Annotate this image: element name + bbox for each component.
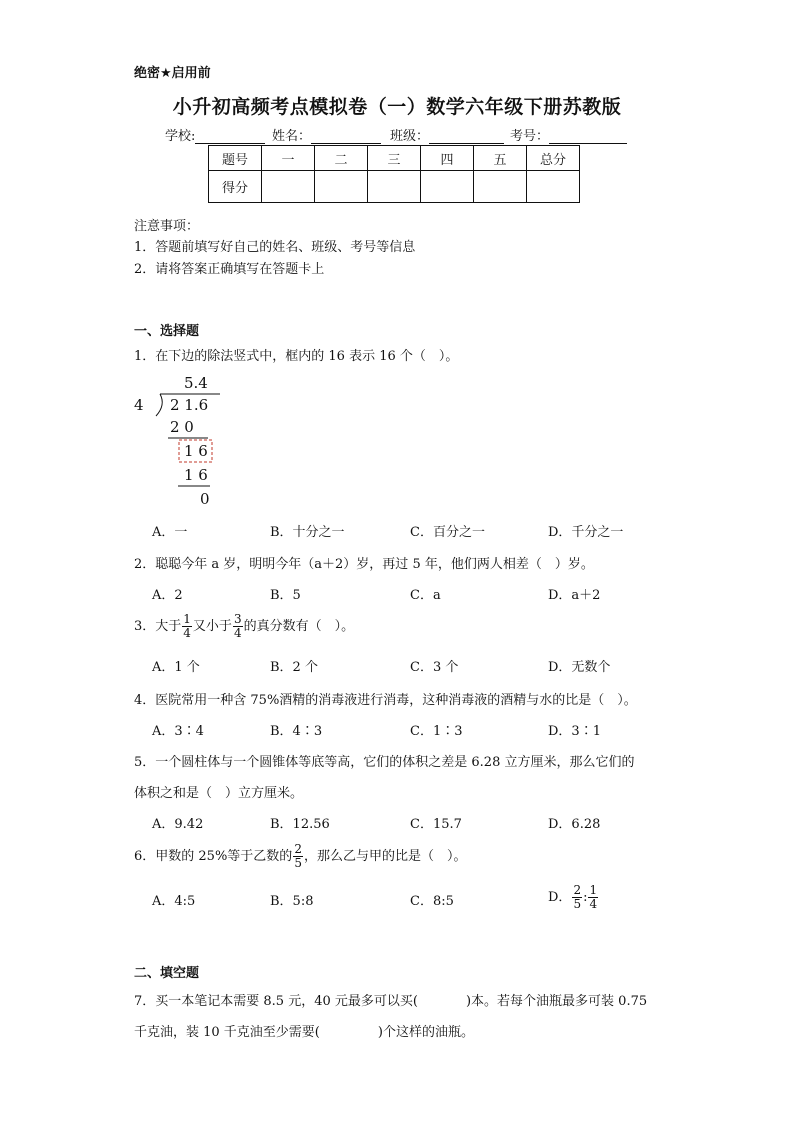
- option-d[interactable]: D．6.28: [548, 817, 601, 832]
- option-b[interactable]: B．5: [270, 588, 301, 603]
- quotient: 5.4: [184, 374, 208, 392]
- option-b[interactable]: B．十分之一: [270, 525, 345, 540]
- question-7-line2: 千克油，装 10 千克油至少需要( )个这样的油瓶。: [134, 1025, 474, 1040]
- option-a[interactable]: A．2: [152, 588, 183, 603]
- option-a[interactable]: A．3∶4: [152, 724, 204, 739]
- division-step-boxed: 1 6: [184, 442, 208, 460]
- score-cell[interactable]: [262, 171, 315, 203]
- option-c[interactable]: C．3 个: [410, 660, 459, 675]
- fraction: $\frac{1}{4}$: [589, 883, 598, 911]
- option-c[interactable]: C．1∶3: [410, 724, 463, 739]
- option-c[interactable]: C．a: [410, 588, 441, 603]
- option-b[interactable]: B．2 个: [270, 660, 318, 675]
- fraction: $\frac{2}{5}$: [294, 842, 302, 870]
- score-header: 五: [474, 146, 527, 171]
- option-a[interactable]: A．一: [152, 525, 188, 540]
- question-6: 6．甲数的 25%等于乙数的 $\frac{2}{5}$ ，那么乙与甲的比是（ ）。: [134, 842, 467, 870]
- option-a[interactable]: A．1 个: [152, 660, 200, 675]
- page-title: 小升初高频考点模拟卷（一）数学六年级下册苏教版: [172, 96, 622, 118]
- option-b[interactable]: B．12.56: [270, 817, 330, 832]
- score-header: 一: [262, 146, 315, 171]
- name-field: 姓名：: [272, 125, 381, 144]
- question-1: 1．在下边的除法竖式中，框内的 16 表示 16 个（ ）。: [134, 349, 459, 364]
- score-table: [208, 145, 580, 203]
- notes-item: 2．请将答案正确填写在答题卡上: [134, 262, 325, 277]
- dividend: 2 1.6: [170, 396, 209, 414]
- option-c[interactable]: C．百分之一: [410, 525, 485, 540]
- question-5: 5．一个圆柱体与一个圆锥体等底等高，它们的体积之差是 6.28 立方厘米，那么它们的: [134, 755, 635, 770]
- division-step: 1 6: [184, 466, 208, 484]
- score-cell[interactable]: [368, 171, 421, 203]
- question-2: 2．聪聪今年 a 岁，明明今年（a＋2）岁，再过 5 年，他们两人相差（ ）岁。: [134, 557, 594, 572]
- score-row-label: 得分: [209, 171, 262, 203]
- score-header: 四: [421, 146, 474, 171]
- section-title: 一、选择题: [134, 324, 200, 339]
- option-d[interactable]: D．a＋2: [548, 588, 601, 603]
- score-cell[interactable]: [315, 171, 368, 203]
- question-4: 4．医院常用一种含 75%酒精的消毒液进行消毒，这种消毒液的酒精与水的比是（ ）。: [134, 693, 637, 708]
- score-header: 总分: [527, 146, 580, 171]
- question-3: 3．大于 $\frac{1}{4}$ 又小于 $\frac{3}{4}$ 的真分数有（ ）。: [134, 612, 355, 640]
- long-division: [130, 370, 240, 510]
- option-d[interactable]: D．无数个: [548, 660, 611, 675]
- score-header: 题号: [209, 146, 262, 171]
- fraction: $\frac{3}{4}$: [233, 612, 242, 640]
- fraction: $\frac{1}{4}$: [183, 612, 191, 640]
- option-b[interactable]: B．4∶3: [270, 724, 323, 739]
- score-cell[interactable]: [527, 171, 580, 203]
- fraction: $\frac{2}{5}$: [573, 883, 582, 911]
- option-d[interactable]: D．千分之一: [548, 525, 624, 540]
- exam-number-field: 考号：: [510, 125, 627, 144]
- confidential-label: 绝密★启用前: [134, 66, 211, 81]
- score-header: 三: [368, 146, 421, 171]
- option-b[interactable]: B．5:8: [270, 894, 314, 909]
- option-c[interactable]: C．8:5: [410, 894, 454, 909]
- score-cell[interactable]: [421, 171, 474, 203]
- option-d[interactable]: D． $\frac{2}{5}$ : $\frac{1}{4}$: [548, 883, 598, 911]
- question-5-line2: 体积之和是（ ）立方厘米。: [134, 786, 304, 801]
- division-bracket: [130, 370, 240, 510]
- notes-item: 1．答题前填写好自己的姓名、班级、考号等信息: [134, 240, 416, 255]
- option-a[interactable]: A．9.42: [152, 817, 204, 832]
- question-7: 7．买一本笔记本需要 8.5 元，40 元最多可以买( )本。若每个油瓶最多可装 0.75: [134, 994, 648, 1009]
- score-header: 二: [315, 146, 368, 171]
- remainder: 0: [200, 490, 210, 508]
- option-c[interactable]: C．15.7: [410, 817, 462, 832]
- option-a[interactable]: A．4:5: [152, 894, 196, 909]
- notes-title: 注意事项：: [134, 219, 200, 234]
- section-title: 二、填空题: [134, 966, 200, 981]
- score-cell[interactable]: [474, 171, 527, 203]
- division-step: 2 0: [170, 418, 194, 436]
- class-field: 班级：: [390, 125, 504, 144]
- option-d[interactable]: D．3∶1: [548, 724, 601, 739]
- school-field: 学校:: [165, 125, 265, 144]
- divisor: 4: [134, 396, 144, 414]
